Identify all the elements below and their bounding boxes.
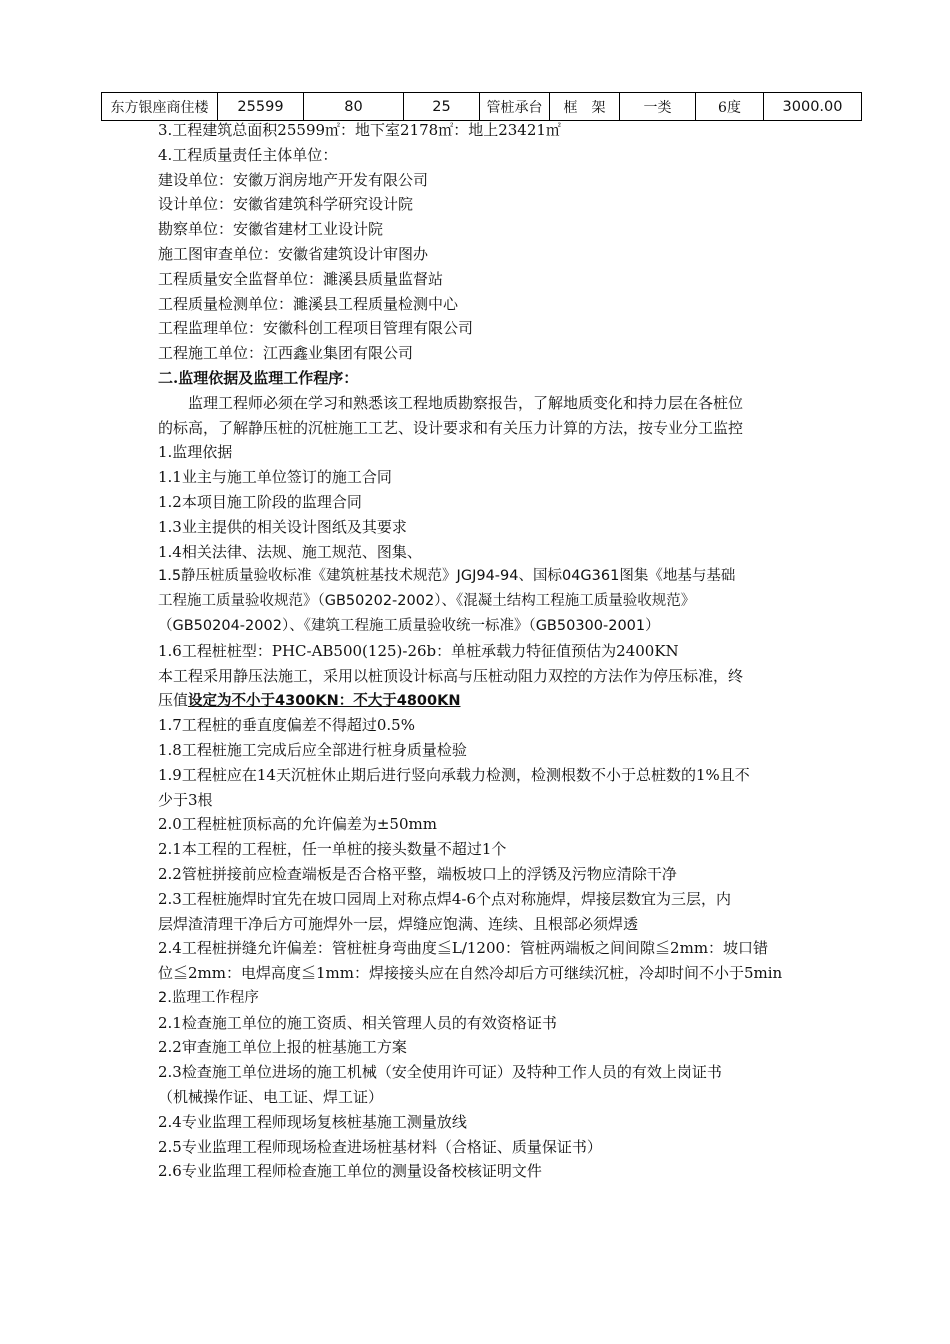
list-item: 1.1业主与施工单位签订的施工合同 xyxy=(158,468,392,487)
list-item-continued: （机械操作证、电工证、焊工证） xyxy=(158,1088,384,1107)
unit-line-contractor: 工程施工单位：江西鑫业集团有限公司 xyxy=(158,344,414,363)
unit-line-builder: 建设单位：安徽万润房地产开发有限公司 xyxy=(158,170,429,189)
project-info-table xyxy=(101,92,862,121)
list-item: 1.8工程桩施工完成后应全部进行桩身质量检验 xyxy=(158,740,467,759)
paragraph-line: 本工程采用静压法施工，采用以桩顶设计标高与压桩动阻力双控的方法作为停压标准，终 xyxy=(158,666,744,685)
list-item: 2.3工程桩施焊时宜先在坡口园周上对称点焊4-6个点对称施焊，焊接层数宜为三层，内 xyxy=(158,889,732,908)
list-item: 1.6工程桩桩型：PHC-AB500(125)-26b：单桩承载力特征值预估为2400KN xyxy=(158,641,679,660)
list-item: 2.1本工程的工程桩，任一单桩的接头数量不超过1个 xyxy=(158,840,507,859)
subsection-heading: 2.监理工作程序 xyxy=(158,989,259,1006)
list-item: 2.1检查施工单位的施工资质、相关管理人员的有效资格证书 xyxy=(158,1013,557,1032)
list-item: 1.4相关法律、法规、施工规范、图集、 xyxy=(158,542,422,561)
table-cell-seismic: 6度 xyxy=(696,93,764,121)
subsection-heading: 1.监理依据 xyxy=(158,443,233,462)
list-item: 2.4专业监理工程师现场复核桩基施工测量放线 xyxy=(158,1112,467,1131)
table-cell-value-2: 25 xyxy=(404,93,480,121)
list-item: 2.5专业监理工程师现场检查进场桩基材料（合格证、质量保证书） xyxy=(158,1137,602,1156)
list-item: 2.3检查施工单位进场的施工机械（安全使用许可证）及特种工作人员的有效上岗证书 xyxy=(158,1063,722,1082)
unit-line-survey: 勘察单位：安徽省建材工业设计院 xyxy=(158,220,384,239)
paragraph-text: 压值 xyxy=(158,691,189,710)
responsible-units-heading: 4.工程质量责任主体单位： xyxy=(158,145,338,164)
list-item-continued: 位≦2mm：电焊高度≦1mm：焊接接头应在自然冷却后方可继续沉桩，冷却时间不小于5min xyxy=(158,964,783,983)
table-cell-class: 一类 xyxy=(620,93,696,121)
table-cell-foundation: 管桩承台 xyxy=(480,93,550,121)
table-cell-value-1: 80 xyxy=(304,93,404,121)
list-item: 1.3业主提供的相关设计图纸及其要求 xyxy=(158,517,407,536)
table-cell-structure: 框 架 xyxy=(550,93,620,121)
unit-line-testing: 工程质量检测单位：濉溪县工程质量检测中心 xyxy=(158,294,459,313)
list-item: 1.9工程桩应在14天沉桩休止期后进行竖向承载力检测，检测根数不小于总桩数的1%且不 xyxy=(158,765,750,784)
paragraph-line xyxy=(158,688,826,713)
paragraph-line: 监理工程师必须在学习和熟悉该工程地质勘察报告，了解地质变化和持力层在各桩位 xyxy=(188,393,744,412)
table-cell-cost: 3000.00 xyxy=(764,93,862,121)
list-item: 2.0工程桩桩顶标高的允许偏差为±50mm xyxy=(158,815,437,834)
unit-line-supervision-station: 工程质量安全监督单位：濉溪县质量监督站 xyxy=(158,269,444,288)
total-area-line: 3.工程建筑总面积25599㎡：地下室2178㎡：地上23421㎡ xyxy=(158,121,561,139)
list-item-continued: 层焊渣清理干净后方可施焊外一层，焊缝应饱满、连续、且根部必须焊透 xyxy=(158,914,639,933)
unit-line-designer: 设计单位：安徽省建筑科学研究设计院 xyxy=(158,195,414,214)
table-cell-project-name: 东方银座商住楼 xyxy=(102,93,218,121)
list-item: 1.7工程桩的垂直度偏差不得超过0.5% xyxy=(158,716,415,735)
document-body xyxy=(158,118,826,1184)
list-item: 2.2审查施工单位上报的桩基施工方案 xyxy=(158,1038,407,1057)
list-item: 2.4工程桩拼缝允许偏差：管桩桩身弯曲度≦L/1200：管桩两端板之间间隙≦2mm：坡口错 xyxy=(158,939,769,958)
list-item: 1.2本项目施工阶段的监理合同 xyxy=(158,492,362,511)
list-item: 1.5静压桩质量验收标准《建筑桩基技术规范》JGJ94-94、国标04G361图集《地基与基础 xyxy=(158,568,736,585)
list-item: 2.6专业监理工程师检查施工单位的测量设备校核证明文件 xyxy=(158,1162,542,1181)
list-item-continued: 工程施工质量验收规范》（GB50202-2002）、《混凝土结构工程施工质量验收规范》 xyxy=(158,593,696,610)
list-item-continued: 少于3根 xyxy=(158,790,213,809)
unit-line-review: 施工图审查单位：安徽省建筑设计审图办 xyxy=(158,244,429,263)
underlined-emphasis: 设定为不小于4300KN：不大于4800KN xyxy=(188,693,461,710)
list-item-continued: （GB50204-2002）、《建筑工程施工质量验收统一标准》（GB50300-2001） xyxy=(158,617,660,634)
list-item: 2.2管桩拼接前应检查端板是否合格平整，端板坡口上的浮锈及污物应清除干净 xyxy=(158,864,677,883)
section-heading: 二.监理依据及监理工作程序： xyxy=(158,368,359,387)
table-row xyxy=(102,93,862,121)
table-cell-area: 25599 xyxy=(218,93,304,121)
unit-line-supervisor: 工程监理单位：安徽科创工程项目管理有限公司 xyxy=(158,319,474,338)
paragraph-line: 的标高，了解静压桩的沉桩施工工艺、设计要求和有关压力计算的方法，按专业分工监控 xyxy=(158,418,744,437)
